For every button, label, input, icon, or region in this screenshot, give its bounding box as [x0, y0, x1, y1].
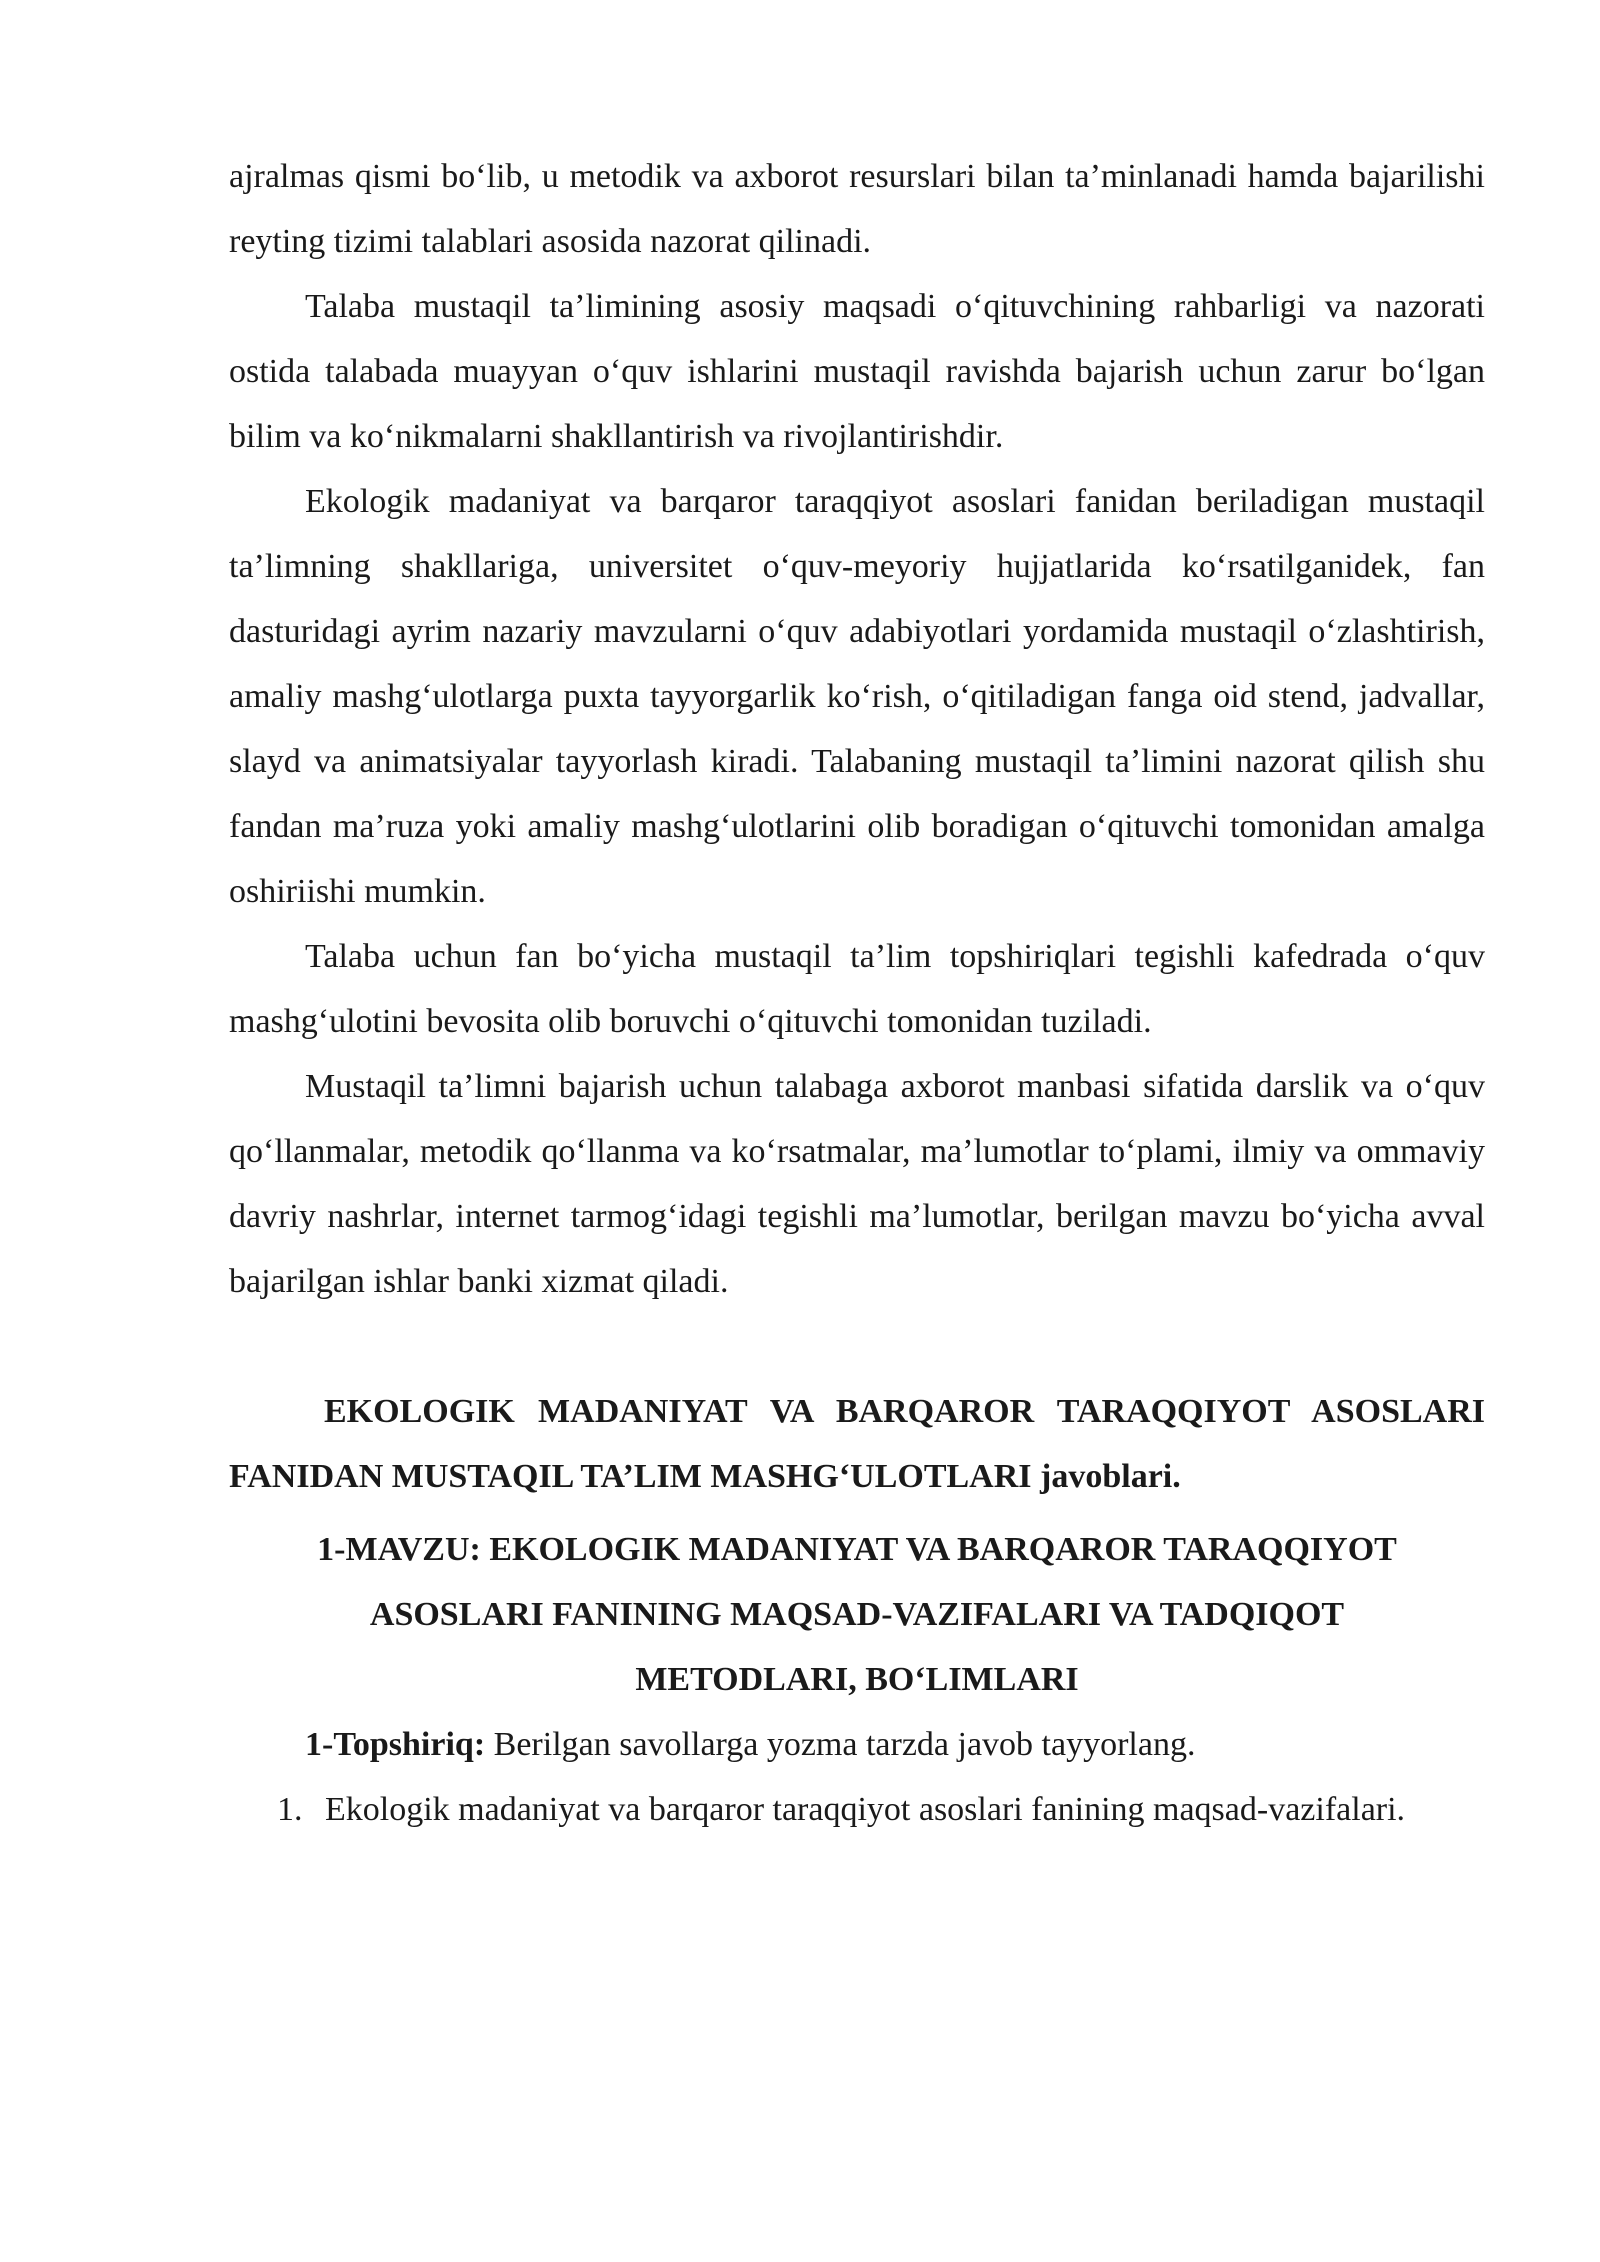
spacer [229, 1314, 1485, 1379]
list-item [277, 1777, 1485, 1842]
topic-heading [229, 1517, 1485, 1712]
question-number: 1. [277, 1791, 303, 1828]
task-text: Berilgan savollarga yozma tarzda javob tayyorlang. [485, 1726, 1196, 1763]
task-label: 1-Topshiriq: [305, 1726, 486, 1763]
question-list [229, 1777, 1485, 1842]
paragraph-forms: Ekologik madaniyat va barqaror taraqqiyot asoslari fanidan beriladigan mustaqil ta’limning shakllariga, universitet o‘quv-meyoriy hujjatlarida ko‘rsatilganidek, fan dasturidagi ayrim nazariy mavzularni o‘quv adabiyotlari yordamida mustaqil o‘zlashtirish, amaliy mashg‘ulotlarga puxta tayyorgarlik ko‘rish, o‘qitiladigan fanga oid stend, jadvallar, slayd va animatsiyalar tayyorlash kiradi. Talabaning mustaqil ta’limini nazorat qilish shu fandan ma’ruza yoki amaliy mashg‘ulotlarini olib boradigan o‘qituvchi tomonidan amalga oshiriishi mumkin. [229, 483, 1485, 910]
section-heading: EKOLOGIK MADANIYAT VA BARQAROR TARAQQIYOT ASOSLARI FANIDAN MUSTAQIL TA’LIM MASHG‘ULOTLARI javoblari. [229, 1393, 1485, 1495]
paragraph-main-goal: Talaba mustaqil ta’limining asosiy maqsadi o‘qituvchining rahbarligi va nazorati ostida talabada muayyan o‘quv ishlarini mustaqil ravishda bajarish uchun zarur bo‘lgan bilim va ko‘nikmalarni shakllantirish va rivojlantirishdir. [229, 288, 1485, 455]
topic-heading-line-3: METODLARI, BO‘LIMLARI [635, 1661, 1079, 1698]
task-line [229, 1712, 1485, 1777]
paragraph-resources: Mustaqil ta’limni bajarish uchun talabaga axborot manbasi sifatida darslik va o‘quv qo‘llanmalar, metodik qo‘llanma va ko‘rsatmalar, ma’lumotlar to‘plami, ilmiy va ommaviy davriy nashrlar, internet tarmog‘idagi tegishli ma’lumotlar, berilgan mavzu bo‘yicha avval bajarilgan ishlar banki xizmat qiladi. [229, 1068, 1485, 1300]
topic-heading-line-1: 1-MAVZU: EKOLOGIK MADANIYAT VA BARQAROR TARAQQIYOT [317, 1531, 1397, 1568]
document-page [229, 144, 1485, 1842]
paragraph-continuation: ajralmas qismi bo‘lib, u metodik va axborot resurslari bilan ta’minlanadi hamda bajarilishi reyting tizimi talablari asosida nazorat qilinadi. [229, 158, 1485, 260]
paragraph-tasks: Talaba uchun fan bo‘yicha mustaqil ta’lim topshiriqlari tegishli kafedrada o‘quv mashg‘ulotini bevosita olib boruvchi o‘qituvchi tomonidan tuziladi. [229, 938, 1485, 1040]
question-text: Ekologik madaniyat va barqaror taraqqiyot asoslari fanining maqsad-vazifalari. [325, 1791, 1406, 1828]
topic-heading-line-2: ASOSLARI FANINING MAQSAD-VAZIFALARI VA TADQIQOT [369, 1596, 1345, 1633]
